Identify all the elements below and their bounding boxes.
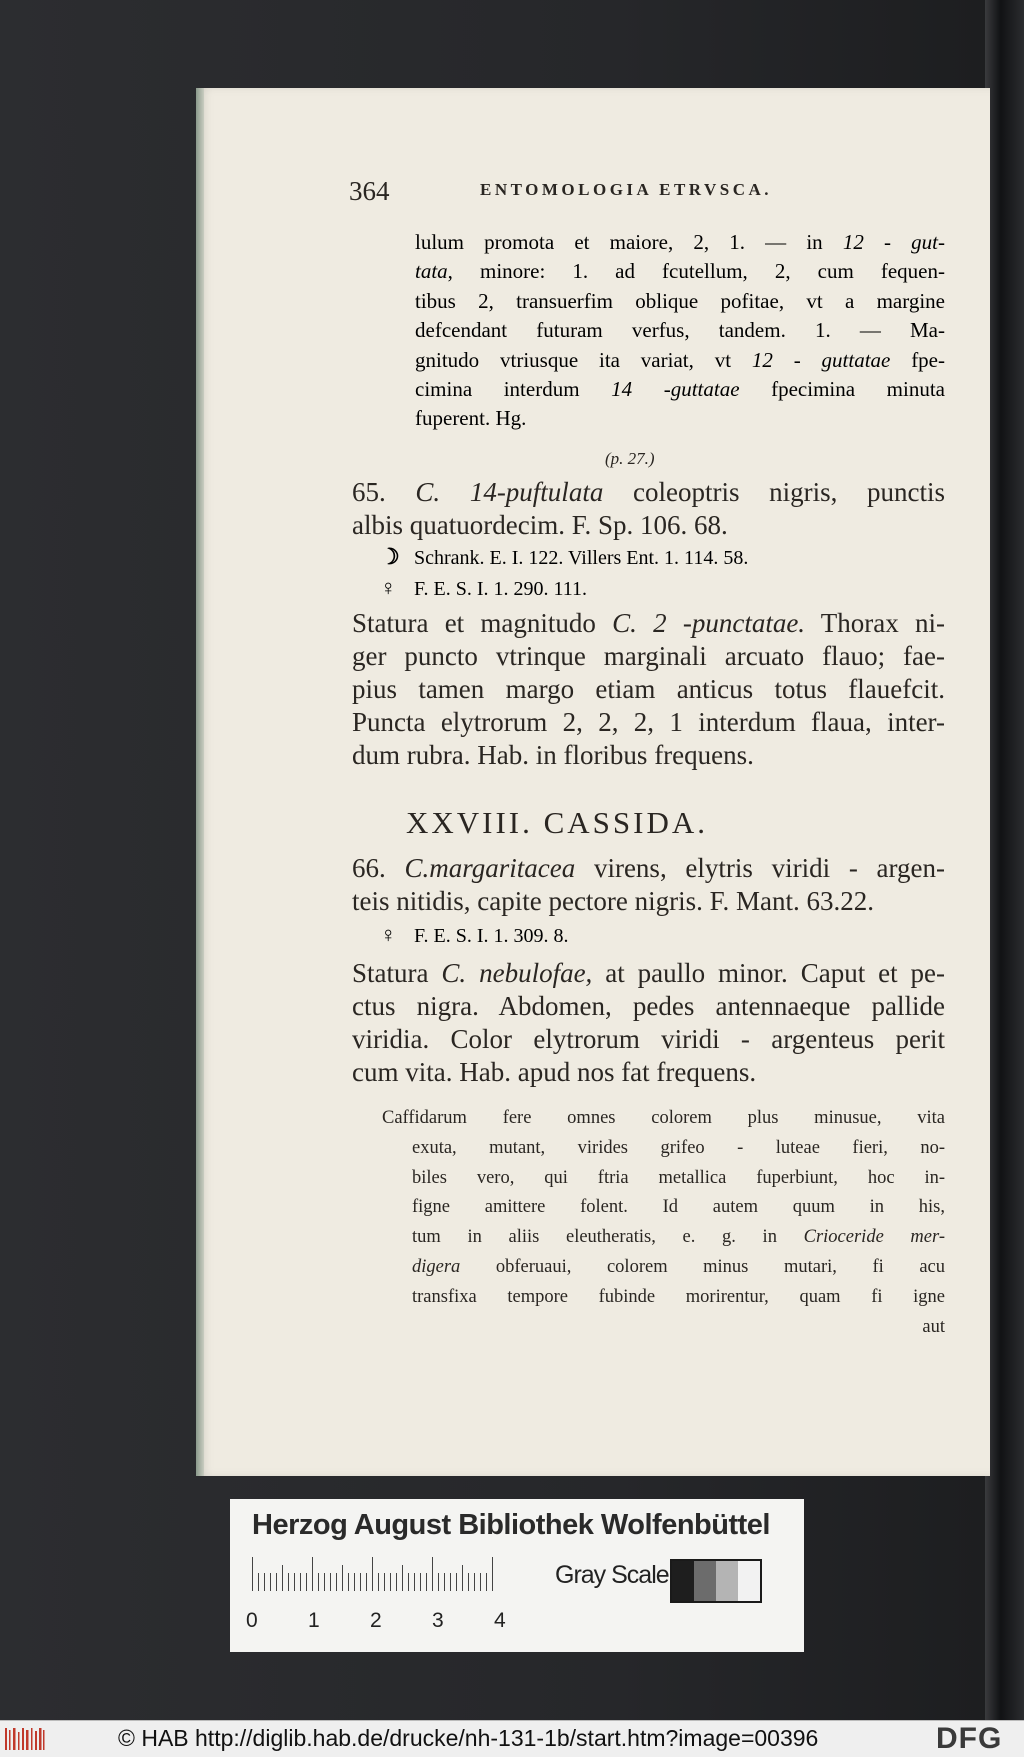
text-run: ger puncto vtrinque marginali arcuato flauo; fae- [352, 641, 945, 671]
ruler-tick [444, 1573, 445, 1591]
ruler-tick [306, 1573, 307, 1591]
gray-patch [738, 1561, 760, 1601]
reference-text: F. E. S. I. 1. 290. 111. [414, 578, 588, 600]
footnote-line [382, 1223, 945, 1253]
ruler-tick [426, 1573, 427, 1591]
reference-text: F. E. S. I. 1. 309. 8. [414, 925, 569, 947]
genus-heading [0, 805, 1024, 841]
ruler-tick [366, 1573, 367, 1591]
ruler-tick [360, 1573, 361, 1591]
ruler-tick [408, 1573, 409, 1591]
reference-fabricius [380, 922, 569, 948]
ruler-tick [456, 1573, 457, 1591]
page-number: 364 [349, 176, 390, 206]
description-line [352, 739, 945, 772]
card-title: Herzog August Bibliothek Wolfenbüttel [252, 1509, 770, 1541]
text-run: Caffidarum fere omnes colorem plus minusue, vita [382, 1108, 945, 1128]
section-marker: (p. 27.) [605, 449, 655, 468]
ruler-tick [390, 1573, 391, 1591]
italic-text: C. 2 -punctatae. [612, 608, 806, 638]
text-run: aut [922, 1316, 945, 1337]
footnote-line [382, 1253, 945, 1283]
venus-symbol: ♀ [380, 922, 397, 947]
ruler-tick [258, 1573, 259, 1591]
text-run: cimina interdum [415, 377, 612, 402]
gray-patch [672, 1561, 694, 1601]
text-run: Statura et magnitudo [352, 608, 613, 638]
ruler-number: 2 [370, 1609, 382, 1632]
gray-scale-label: Gray Scale [555, 1561, 669, 1589]
ruler-tick [348, 1573, 349, 1591]
copyright-url[interactable]: © HAB http://diglib.hab.de/drucke/nh-131-1b/start.htm?image=00396 [118, 1725, 819, 1751]
gray-scale-patches [670, 1559, 762, 1603]
diagnosis-text: virens, elytris viridi - argen- [575, 853, 946, 883]
text-run: , minore: 1. ad fcutellum, 2, cum fequen- [447, 259, 945, 284]
ruler-tick [270, 1573, 271, 1591]
text-run: Thorax ni- [805, 608, 945, 638]
species-name: C. 14-puftulata [415, 477, 604, 507]
ruler-tick [282, 1565, 283, 1591]
description-line [352, 673, 945, 706]
ruler-tick [486, 1573, 487, 1591]
note-line [415, 346, 945, 375]
genus-heading-text: XXVIII. CASSIDA. [405, 805, 709, 840]
venus-symbol: ♀ [380, 575, 397, 600]
reference-schrank [380, 544, 748, 570]
book-spine [985, 0, 1024, 1720]
text-run: obferuaui, colorem minus mutari, fi acu [460, 1256, 945, 1277]
page-edge [196, 88, 204, 1476]
ruler-tick [342, 1565, 343, 1591]
ruler-tick [480, 1573, 481, 1591]
text-run: figne amittere folent. Id autem quum in his, [412, 1197, 945, 1218]
description-line [352, 1056, 945, 1089]
description-line [352, 957, 945, 990]
description-line [352, 706, 945, 739]
ruler-tick [432, 1557, 433, 1591]
text-run: transfixa tempore fubinde morirentur, quam fi igne [412, 1286, 945, 1307]
text-run: at paullo minor. Caput et pe- [592, 958, 946, 988]
text-run: fpecimina minuta [739, 377, 945, 402]
entry-66-line-2: teis nitidis, capite pectore nigris. F. Mant. 63.22. [352, 886, 875, 916]
entry-65-line-1 [352, 476, 945, 509]
species-name: C.margaritacea [404, 853, 576, 883]
italic-text: 12 - guttatae [751, 347, 891, 372]
ruler-tick [438, 1573, 439, 1591]
color-card [230, 1499, 804, 1652]
ruler-number: 3 [432, 1609, 444, 1632]
description-line [352, 1023, 945, 1056]
diagnosis-text: coleoptris nigris, punctis [603, 477, 946, 507]
continued-note [415, 228, 945, 434]
text-run: fpe- [890, 347, 945, 372]
ruler-tick [276, 1573, 277, 1591]
running-head: ENTOMOLOGIA ETRVSCA. [480, 180, 773, 199]
italic-text: 14 -guttatae [611, 377, 740, 402]
gray-patch [694, 1561, 716, 1601]
gray-patch [716, 1561, 738, 1601]
text-run: dum rubra. Hab. in floribus frequens. [352, 740, 754, 770]
ruler-tick [450, 1573, 451, 1591]
footer-bar [0, 1720, 1024, 1757]
note-line [415, 404, 945, 433]
ruler-number: 0 [246, 1609, 258, 1632]
note-line [415, 375, 945, 404]
italic-text: C. nebulofae, [441, 958, 593, 988]
ruler-tick [318, 1573, 319, 1591]
description-line [352, 607, 945, 640]
footnote-line [382, 1313, 945, 1343]
text-run: defcendant futuram verfus, tandem. 1. — Ma- [415, 318, 945, 343]
text-run: Statura [352, 958, 442, 988]
note-line [415, 228, 945, 257]
moon-symbol: ☽ [380, 544, 400, 569]
ruler [252, 1557, 492, 1591]
description-line [352, 640, 945, 673]
entry-65-description [352, 607, 945, 772]
ruler-tick [312, 1557, 313, 1591]
italic-text: tata [415, 259, 448, 284]
italic-text: Crioceride mer- [803, 1227, 945, 1248]
text-run: exuta, mutant, virides grifeo - luteae fieri, no- [412, 1137, 945, 1158]
text-run: Puncta elytrorum 2, 2, 2, 1 interdum flaua, inter- [352, 707, 945, 737]
entry-66-line-1 [352, 852, 945, 885]
text-run: cum vita. Hab. apud nos fat frequens. [352, 1057, 757, 1087]
ruler-tick [300, 1573, 301, 1591]
text-run: fuperent. Hg. [415, 406, 527, 431]
text-run: gnitudo vtriusque ita variat, vt [415, 347, 752, 372]
italic-text: 12 - gut- [842, 230, 945, 254]
footnote-line [382, 1193, 945, 1223]
entry-number: 65. [352, 477, 416, 507]
entry-65-line-2: albis quatuordecim. F. Sp. 106. 68. [352, 510, 728, 540]
ruler-tick [462, 1565, 463, 1591]
ruler-tick [264, 1573, 265, 1591]
text-run: viridia. Color elytrorum viridi - argenteus perit [352, 1024, 945, 1054]
ruler-tick [294, 1573, 295, 1591]
ruler-tick [330, 1573, 331, 1591]
ruler-tick [396, 1573, 397, 1591]
reference-text: Schrank. E. I. 122. Villers Ent. 1. 114. 58. [414, 547, 749, 569]
ruler-tick [324, 1573, 325, 1591]
footnote-line [382, 1164, 945, 1194]
ruler-tick [372, 1557, 373, 1591]
ruler-number: 1 [308, 1609, 320, 1632]
ruler-tick [474, 1573, 475, 1591]
dfg-logo: DFG [936, 1722, 1003, 1755]
note-line [415, 316, 945, 345]
footnote-line [382, 1134, 945, 1164]
ruler-tick [252, 1557, 253, 1591]
ruler-tick [288, 1573, 289, 1591]
ruler-number: 4 [494, 1609, 506, 1632]
note-line [415, 257, 945, 286]
ruler-tick [384, 1573, 385, 1591]
ruler-tick [378, 1573, 379, 1591]
note-line [415, 287, 945, 316]
hab-barcode-icon [4, 1726, 46, 1752]
text-run: tibus 2, transuerfim oblique pofitae, vt a margine [415, 288, 945, 313]
ruler-tick [492, 1557, 493, 1591]
ruler-tick [414, 1573, 415, 1591]
text-run: lulum promota et maiore, 2, 1. — in [415, 230, 843, 254]
text-run: ctus nigra. Abdomen, pedes antennaeque pallide [352, 991, 945, 1021]
text-run: pius tamen margo etiam anticus totus flauefcit. [352, 674, 945, 704]
ruler-tick [468, 1573, 469, 1591]
text-run: tum in aliis eleutheratis, e. g. in [412, 1227, 804, 1248]
ruler-tick [354, 1573, 355, 1591]
ruler-tick [402, 1565, 403, 1591]
ruler-tick [336, 1573, 337, 1591]
entry-66-description [352, 957, 945, 1089]
description-line [352, 990, 945, 1023]
text-run: biles vero, qui ftria metallica fuperbiunt, hoc in- [412, 1167, 945, 1188]
entry-number: 66. [352, 853, 405, 883]
entry-66-heading [352, 852, 945, 918]
reference-fabricius [380, 575, 587, 601]
italic-text: digera [412, 1256, 461, 1277]
ruler-tick [420, 1573, 421, 1591]
footnote-block [382, 1104, 945, 1342]
entry-65-heading [352, 476, 945, 542]
footnote-line [382, 1104, 945, 1134]
footnote-line [382, 1283, 945, 1313]
